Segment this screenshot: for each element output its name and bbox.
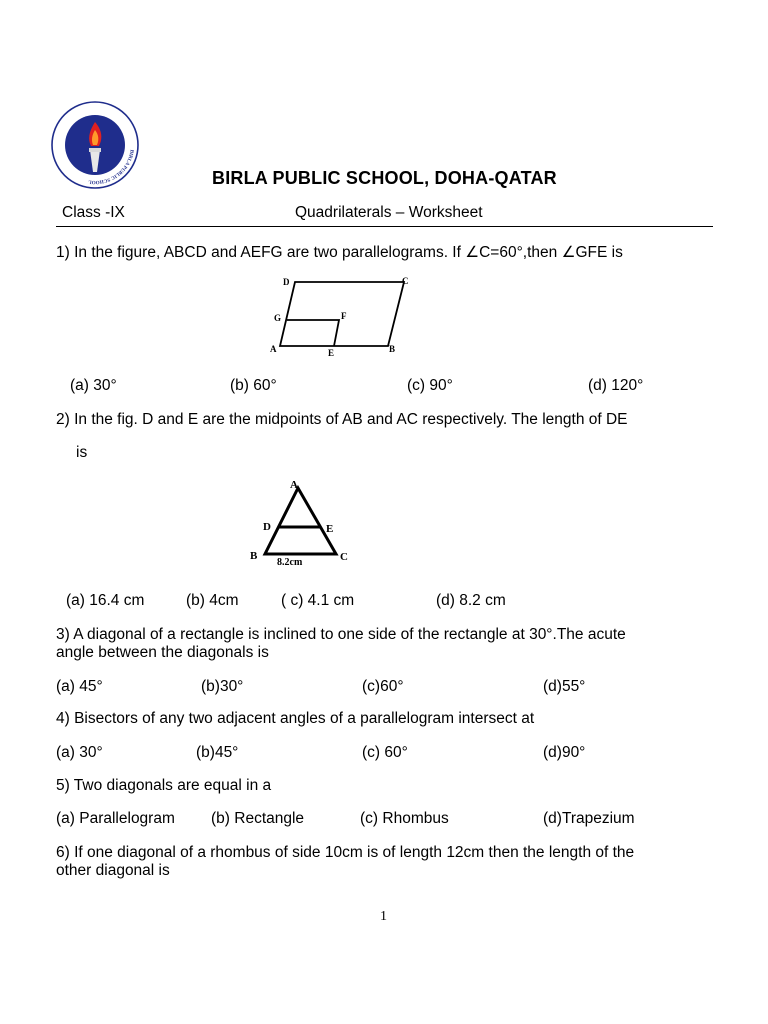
label-E: E xyxy=(328,348,335,358)
label-G: G xyxy=(274,313,282,323)
q5-option-a: (a) Parallelogram xyxy=(56,810,175,827)
q1-option-b: (b) 60° xyxy=(230,377,277,394)
q4-option-b: (b)45° xyxy=(196,744,239,761)
page-number: 1 xyxy=(380,909,387,924)
q4-option-a: (a) 30° xyxy=(56,744,103,761)
q5-option-b: (b) Rectangle xyxy=(211,810,305,827)
label-A: A xyxy=(270,344,277,354)
q3-option-c: (c)60° xyxy=(362,678,404,695)
label-C: C xyxy=(402,276,409,286)
q3-option-a: (a) 45° xyxy=(56,678,103,695)
label-B: B xyxy=(389,344,396,354)
label-D: D xyxy=(283,277,290,287)
label-E: E xyxy=(326,523,334,535)
q2-option-d: (d) 8.2 cm xyxy=(436,592,506,609)
header-divider xyxy=(56,226,713,227)
class-label: Class -IX xyxy=(62,204,125,221)
label-C: C xyxy=(340,551,348,563)
q2-option-c: ( c) 4.1 cm xyxy=(281,592,355,609)
q4-option-d: (d)90° xyxy=(543,744,586,761)
question-3: 3) A diagonal of a rectangle is inclined to one side of the rectangle at 30°.The acute xyxy=(56,626,626,643)
question-6-cont: other diagonal is xyxy=(56,862,170,879)
school-name: BIRLA PUBLIC SCHOOL, DOHA-QATAR xyxy=(212,168,557,188)
figure-parallelograms xyxy=(262,272,422,362)
q3-option-b: (b)30° xyxy=(201,678,244,695)
q1-option-c: (c) 90° xyxy=(407,377,453,394)
label-B: B xyxy=(250,550,258,562)
question-4: 4) Bisectors of any two adjacent angles of a parallelogram intersect at xyxy=(56,710,535,727)
school-logo xyxy=(50,100,140,190)
q4-option-c: (c) 60° xyxy=(362,744,408,761)
question-5: 5) Two diagonals are equal in a xyxy=(56,777,272,794)
q1-option-d: (d) 120° xyxy=(588,377,644,394)
q5-option-d: (d)Trapezium xyxy=(543,810,635,827)
label-F: F xyxy=(341,311,347,321)
q3-option-d: (d)55° xyxy=(543,678,586,695)
figure-triangle xyxy=(248,474,358,570)
question-6: 6) If one diagonal of a rhombus of side 10cm is of length 12cm then the length of the xyxy=(56,844,635,861)
q1-option-a: (a) 30° xyxy=(70,377,117,394)
q5-option-c: (c) Rhombus xyxy=(360,810,449,827)
question-2-cont: is xyxy=(76,444,88,461)
question-2: 2) In the fig. D and E are the midpoints of AB and AC respectively. The length of DE xyxy=(56,411,628,428)
q2-option-a: (a) 16.4 cm xyxy=(66,592,145,609)
svg-text:BIRLA PUBLIC SCHOOL: BIRLA PUBLIC SCHOOL xyxy=(88,149,134,185)
question-3-cont: angle between the diagonals is xyxy=(56,644,269,661)
base-length: 8.2cm xyxy=(277,557,303,568)
label-D: D xyxy=(263,521,271,533)
worksheet-title: Quadrilaterals – Worksheet xyxy=(295,204,483,221)
label-A: A xyxy=(290,479,298,491)
q2-option-b: (b) 4cm xyxy=(186,592,239,609)
question-1: 1) In the figure, ABCD and AEFG are two parallelograms. If ∠C=60°,then ∠GFE is xyxy=(56,244,623,261)
